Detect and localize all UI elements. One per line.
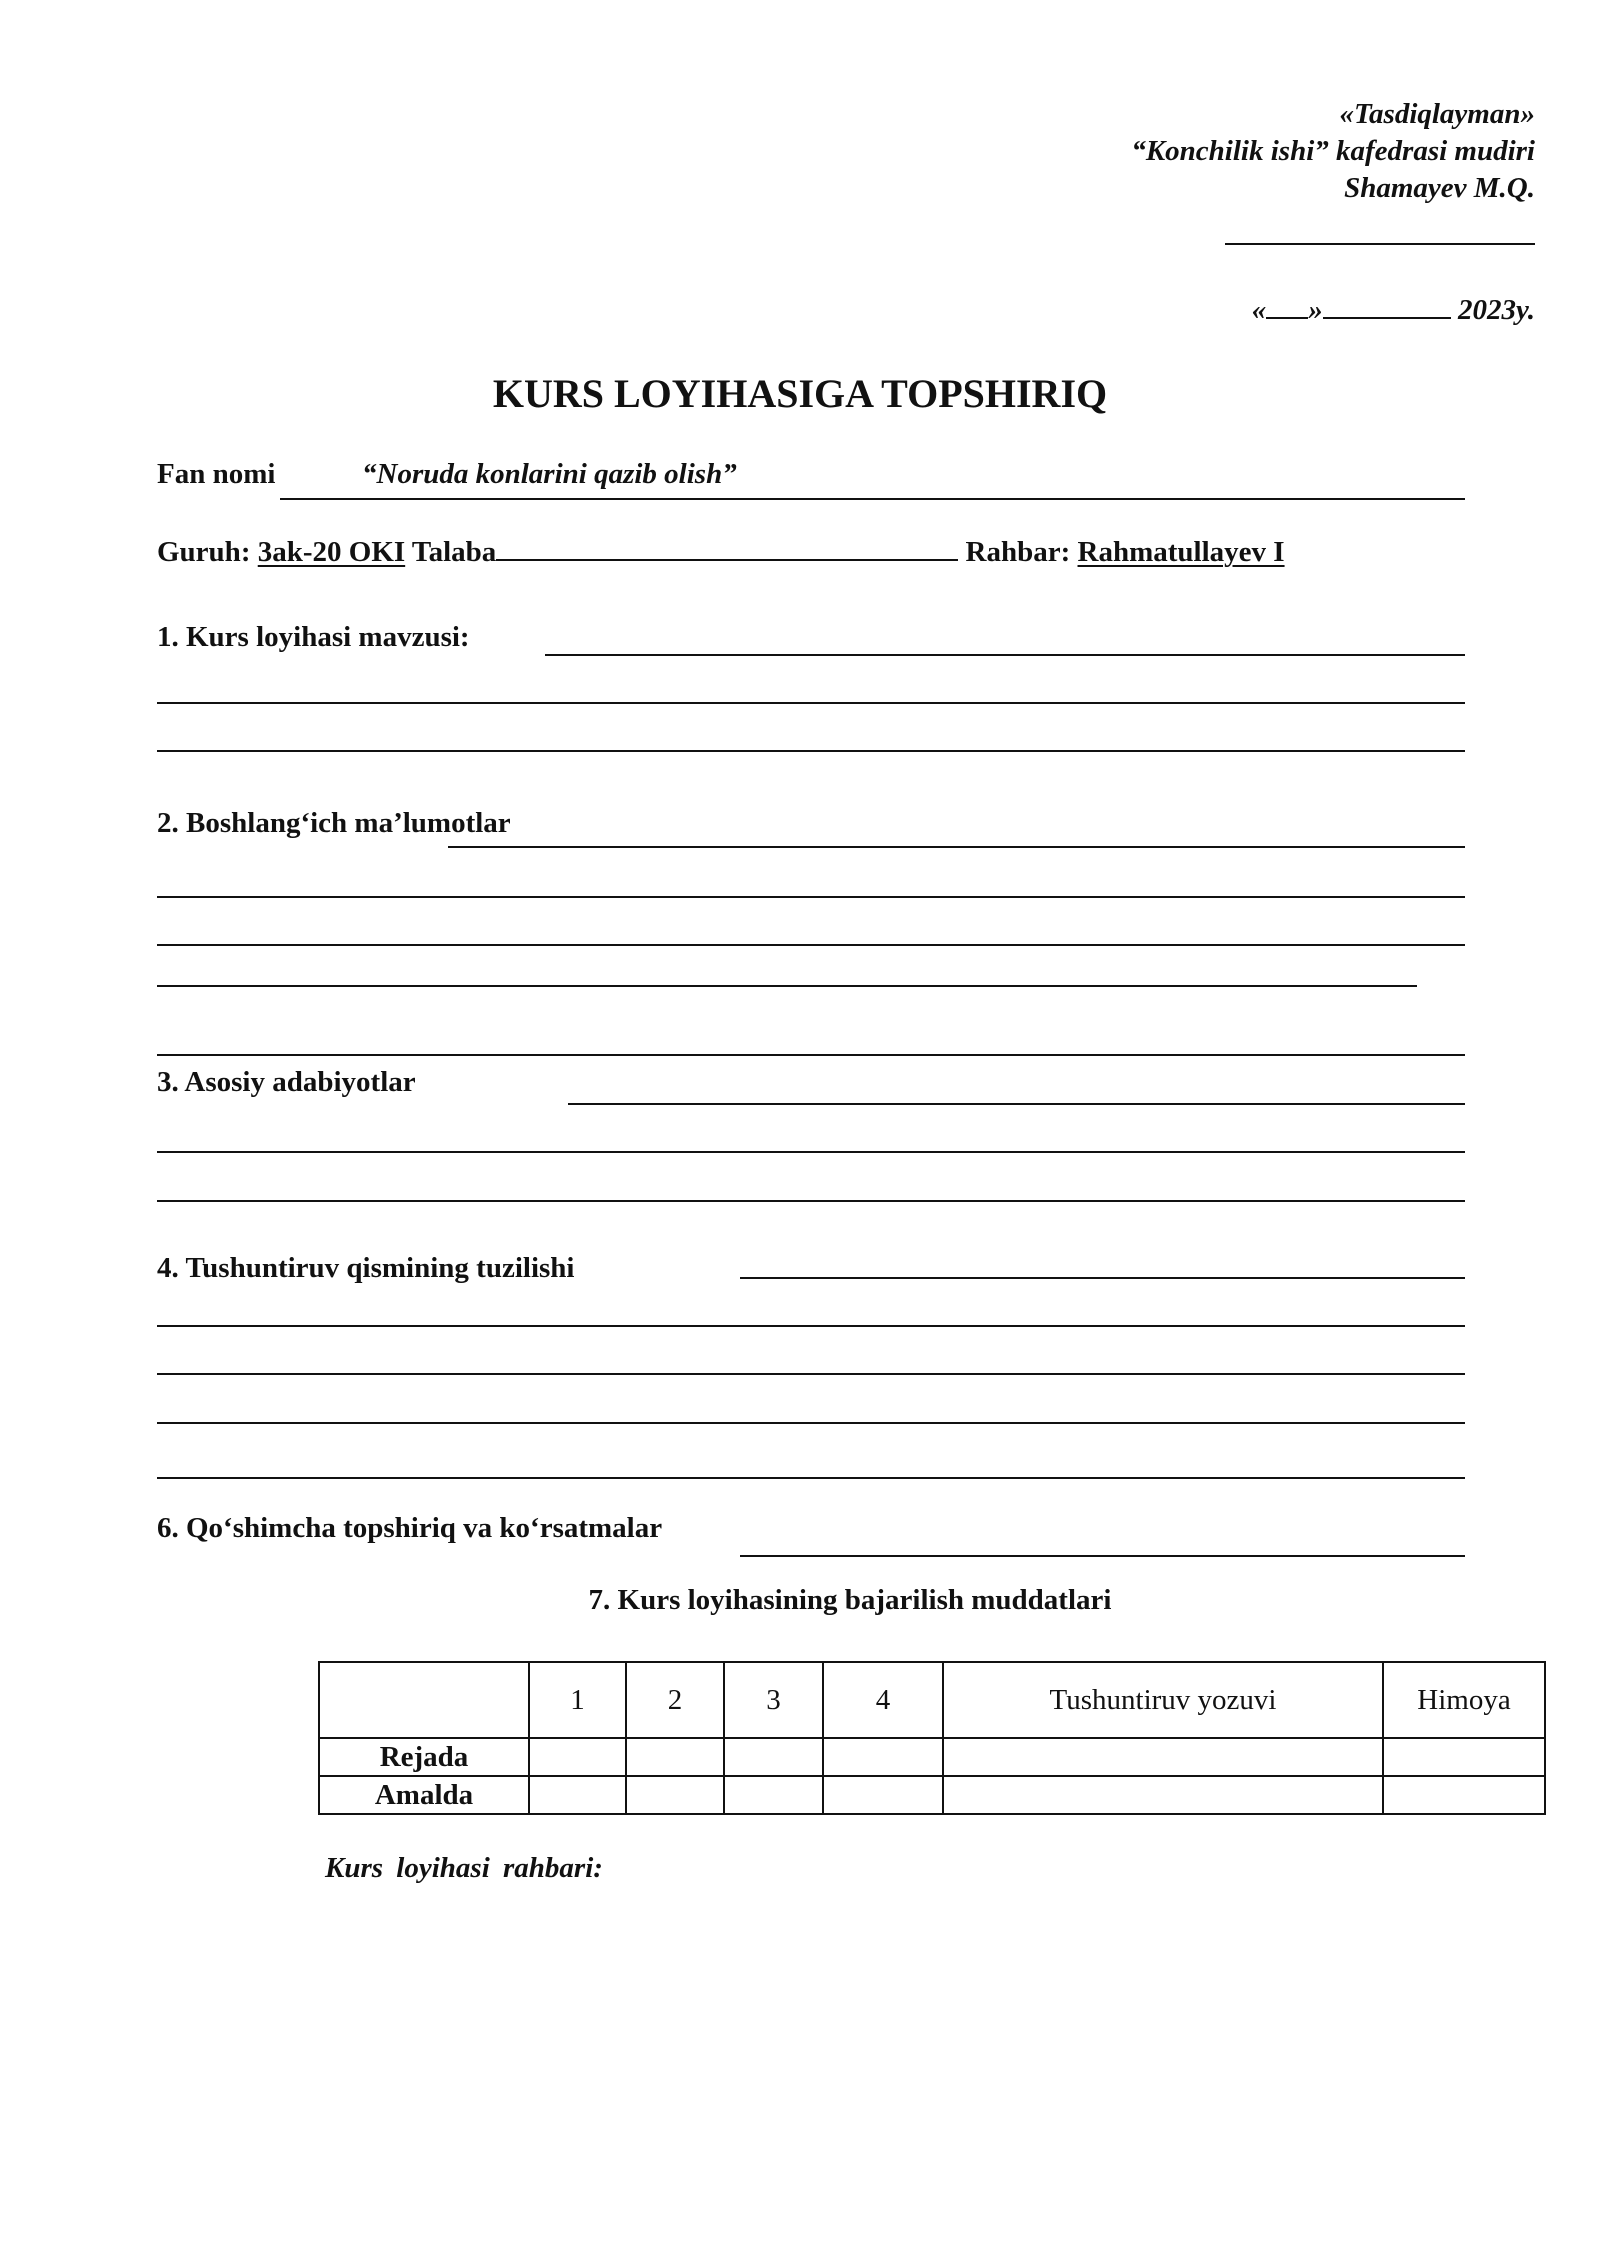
- date-year: 2023y.: [1457, 294, 1535, 326]
- header-cell: 4: [823, 1662, 943, 1738]
- date-close-quote: »: [1308, 294, 1323, 326]
- table-cell: [943, 1776, 1383, 1814]
- project-leader-label: Kurs loyihasi rahbari:: [325, 1852, 603, 1884]
- table-cell: [823, 1738, 943, 1776]
- student-label: Talaba: [411, 536, 497, 568]
- table-cell: [626, 1776, 724, 1814]
- table-cell: [529, 1738, 626, 1776]
- header-cell: [319, 1662, 529, 1738]
- section-2-line: [157, 985, 1417, 987]
- approval-heading: «Tasdiqlayman»: [1339, 98, 1535, 130]
- signature-line: [1225, 213, 1535, 245]
- header-cell: 1: [529, 1662, 626, 1738]
- table-cell: [1383, 1738, 1545, 1776]
- header-cell: 2: [626, 1662, 724, 1738]
- section-1-label: 1. Kurs loyihasi mavzusi:: [157, 621, 470, 653]
- section-6-label: 6. Qo‘shimcha topshiriq va ko‘rsatmalar: [157, 1512, 663, 1544]
- section-4-line: [740, 1277, 1465, 1279]
- section-3-label: 3. Asosiy adabiyotlar: [157, 1066, 416, 1098]
- group-row: [157, 533, 1285, 569]
- section-2-line: [157, 1054, 1465, 1056]
- table-cell: [724, 1738, 823, 1776]
- section-4-line: [157, 1477, 1465, 1479]
- section-2-line: [448, 846, 1465, 848]
- section-3-line: [157, 1200, 1465, 1202]
- approval-block: [1131, 96, 1535, 329]
- section-1-line: [157, 750, 1465, 752]
- section-4-line: [157, 1373, 1465, 1375]
- row-label: Rejada: [319, 1738, 529, 1776]
- table-cell: [529, 1776, 626, 1814]
- table-cell: [724, 1776, 823, 1814]
- page-title: KURS LOYIHASIGA TOPSHIRIQ: [492, 371, 1108, 416]
- student-blank: [496, 533, 958, 561]
- table-cell: [943, 1738, 1383, 1776]
- section-4-line: [157, 1325, 1465, 1327]
- table-header-row: [319, 1662, 1545, 1738]
- supervisor-name: Rahmatullayev I: [1077, 536, 1285, 568]
- section-2-line: [157, 944, 1465, 946]
- section-2-label: 2. Boshlang‘ich ma’lumotlar: [157, 807, 511, 839]
- section-3-line: [157, 1151, 1465, 1153]
- date-open-quote: «: [1251, 294, 1267, 326]
- section-4-label: 4. Tushuntiruv qismining tuzilishi: [157, 1252, 575, 1284]
- schedule-title: 7. Kurs loyihasining bajarilish muddatlari: [588, 1584, 1112, 1616]
- header-cell: Tushuntiruv yozuvi: [943, 1662, 1383, 1738]
- row-label: Amalda: [319, 1776, 529, 1814]
- schedule-table: [318, 1661, 1546, 1815]
- subject-value: “Noruda konlarini qazib olish”: [362, 458, 737, 490]
- table-row: [319, 1738, 1545, 1776]
- subject-label: Fan nomi: [157, 458, 276, 490]
- section-1-line: [545, 654, 1465, 656]
- approval-position: “Konchilik ishi” kafedrasi mudiri: [1131, 135, 1535, 167]
- approval-name: Shamayev M.Q.: [1344, 172, 1535, 204]
- month-blank: [1323, 291, 1451, 319]
- section-6-line: [740, 1555, 1465, 1557]
- section-1-line: [157, 702, 1465, 704]
- table-row: [319, 1776, 1545, 1814]
- table-cell: [1383, 1776, 1545, 1814]
- approval-date: [1131, 291, 1535, 329]
- section-4-line: [157, 1422, 1465, 1424]
- header-cell: Himoya: [1383, 1662, 1545, 1738]
- supervisor-label: Rahbar:: [965, 536, 1071, 568]
- day-blank: [1266, 291, 1308, 319]
- table-cell: [626, 1738, 724, 1776]
- section-2-line: [157, 896, 1465, 898]
- table-cell: [823, 1776, 943, 1814]
- subject-line: [280, 498, 1465, 500]
- header-cell: 3: [724, 1662, 823, 1738]
- group-value: 3ak-20 OKI: [257, 536, 406, 568]
- group-label: Guruh:: [157, 536, 251, 568]
- section-3-line: [568, 1103, 1465, 1105]
